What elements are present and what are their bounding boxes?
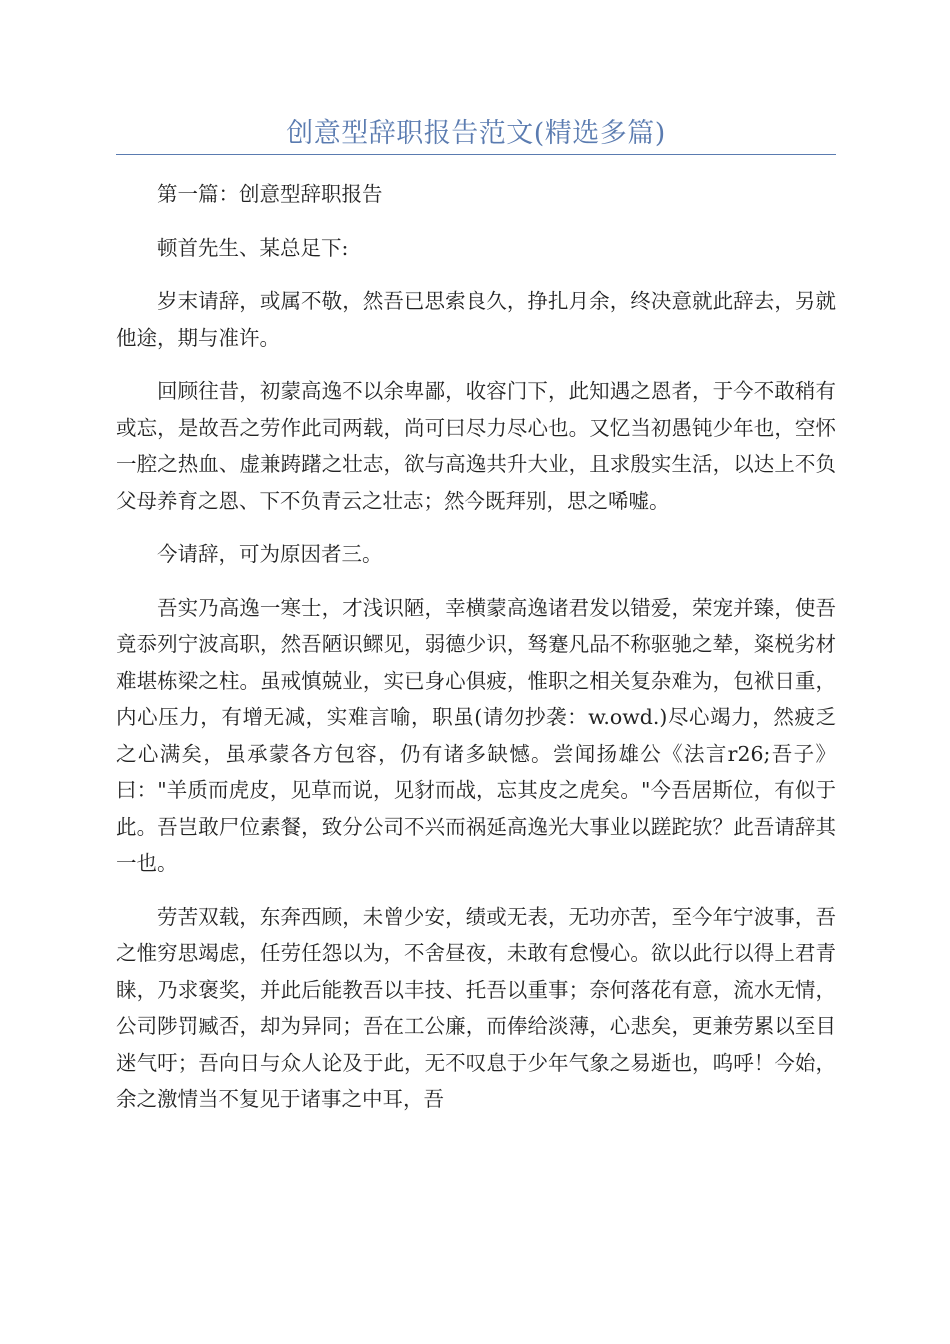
body-paragraph: 今请辞，可为原因者三。 [157,542,383,566]
document-title: 创意型辞职报告范文(精选多篇) [286,118,666,149]
salutation: 顿首先生、某总足下: [157,235,349,260]
body-paragraph: 劳苦双载，东奔西顾，未曾少安，绩或无表，无功亦苦，至今年宁波事，吾之惟穷思竭虑，任劳任怨以为，不舍昼夜，未敢有怠慢心。欲以此行以得上君青睐，乃求褒奖，并此后能教吾以丰技、托吾以重事；奈何落花有意，流水无情，公司陟罚臧否，却为异同；吾在工公廉，而俸给淡薄，心悲矣，更兼劳累以至目迷气吁；吾向日与众人论及于此，无不叹息于少年气象之易逝也，呜呼！今始，余之激情当不复见于诸事之中耳，吾 [116,904,836,1111]
body-paragraph: 岁末请辞，或属不敬，然吾已思索良久，挣扎月余，终决意就此辞去，另就他途，期与准许。 [116,289,836,350]
title-underline [116,154,836,155]
body-paragraph: 回顾往昔，初蒙高逸不以余卑鄙，收容门下，此知遇之恩者，于今不敢稍有或忘，是故吾之劳作此司两载，尚可曰尽力尽心也。又忆当初愚钝少年也，空怀一腔之热血、虚兼踌躇之壮志，欲与高逸共升大业，且求殷实生活，以达上不负父母养育之恩、下不负青云之壮志；然今既拜别，思之唏嘘。 [116,379,836,513]
body-paragraph: 吾实乃高逸一寒士，才浅识陋，幸横蒙高逸诸君发以错爱，荣宠并臻，使吾竟忝列宁波高职，然吾陋识鳏见，弱德少识，驽蹇凡品不称驱驰之辇，粢棁劣材难堪栋梁之柱。虽戒慎兢业，实已身心俱疲，惟职之相关复杂难为，包袱日重，内心压力，有增无减，实难言喻，职虽(请勿抄袭：w.owd.)尽心竭力，然疲乏之心满矣，虽承蒙各方包容，仍有诸多缺憾。尝闻扬雄公《法言r26;吾子》曰："羊质而虎皮，见草而说，见豺而战，忘其皮之虎矣。"今吾居斯位，有似于此。吾岂敢尸位素餐，致分公司不兴而祸延高逸光大事业以蹉跎欤？此吾请辞其一也。 [116,595,836,875]
document-body [116,176,836,1135]
section-heading: 第一篇：创意型辞职报告 [157,182,383,206]
